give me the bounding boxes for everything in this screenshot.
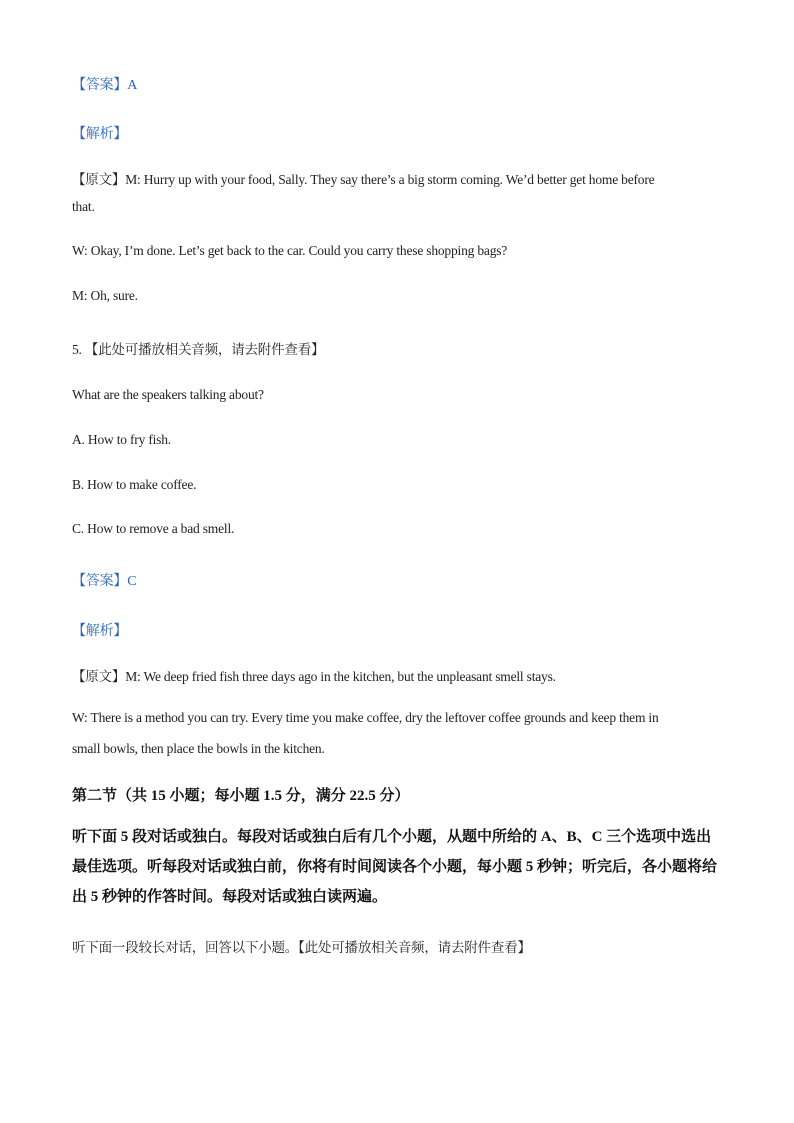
question-text: What are the speakers talking about? [72, 387, 264, 402]
analysis-label: 【解析】 [72, 127, 128, 142]
answer-label: 【答案】A [72, 78, 138, 93]
analysis-label: 【解析】 [72, 624, 128, 639]
option-a: A. How to fry fish. [72, 432, 171, 447]
transcript-line: W: There is a method you can try. Every time you make coffee, dry the leftover coffee grounds and keep them in [72, 710, 659, 725]
transcript-line: 【原文】M: Hurry up with your food, Sally. They say there’s a big storm coming. We’d better get home before [72, 172, 655, 187]
transcript-line: M: Oh, sure. [72, 288, 138, 303]
option-b: B. How to make coffee. [72, 477, 197, 492]
answer-label: 【答案】C [72, 574, 137, 589]
transcript-line: that. [72, 199, 95, 214]
listening-prompt: 听下面一段较长对话，回答以下小题。【此处可播放相关音频，请去附件查看】 [72, 940, 531, 955]
transcript-line: W: Okay, I’m done. Let’s get back to the car. Could you carry these shopping bags? [72, 243, 508, 258]
transcript-line: small bowls, then place the bowls in the kitchen. [72, 741, 325, 756]
option-c: C. How to remove a bad smell. [72, 521, 235, 536]
question-heading: 5. 【此处可播放相关音频，请去附件查看】 [72, 342, 325, 357]
section-heading: 第二节（共 15 小题；每小题 1.5 分，满分 22.5 分） [72, 788, 410, 804]
section-instructions: 听下面 5 段对话或独白。每段对话或独白后有几个小题，从题中所给的 A、B、C 三个选项中选出最佳选项。听每段对话或独白前，你将有时间阅读各个小题，每小题 5 秒钟；听完后，各小题将给出 5 秒钟的作答时间。每段对话或独白读两遍。 [72, 829, 718, 905]
transcript-line: 【原文】M: We deep fried fish three days ago in the kitchen, but the unpleasant smell stays. [72, 669, 556, 684]
